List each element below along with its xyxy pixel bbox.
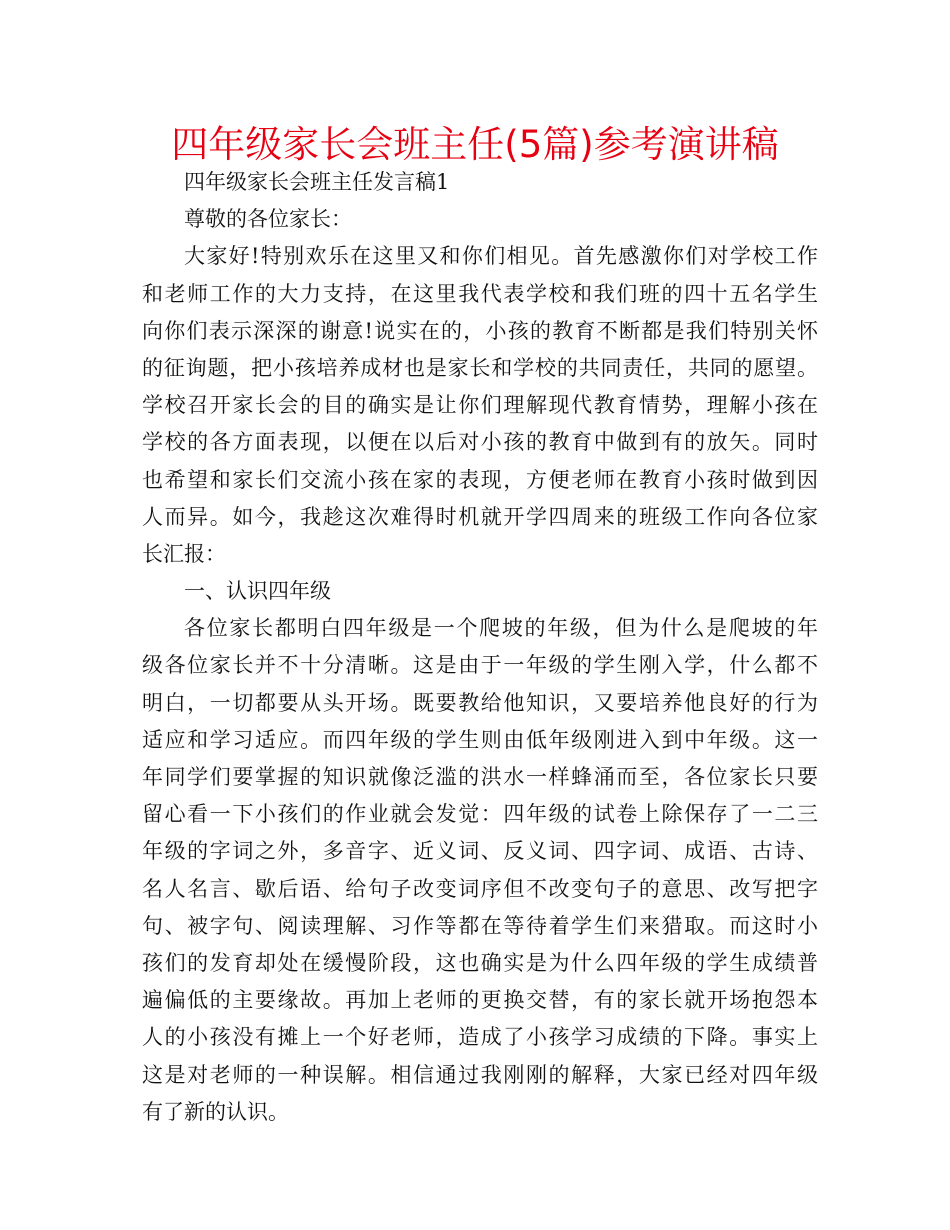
paragraph-line: 明白，一切都要从头开场。既要教给他知识，又要培养他良好的行为 [142, 690, 818, 715]
paragraph-line: 年级的字词之外，多音字、近义词、反义词、四字词、成语、古诗、 [142, 839, 818, 864]
paragraph-line: 学校召开家长会的目的确实是让你们理解现代教育情势，理解小孩在 [142, 393, 818, 418]
document-body [142, 164, 818, 1131]
paragraph-line: 句、被字句、阅读理解、习作等都在等待着学生们来猎取。而这时小 [142, 913, 818, 938]
document-title: 四年级家长会班主任(5篇)参考演讲稿 [171, 123, 779, 166]
paragraph-line: 级各位家长并不十分清晰。这是由于一年级的学生刚入学，什么都不 [142, 653, 818, 678]
paragraph-line: 有了新的认识。 [142, 1099, 289, 1124]
section-heading: 一、认识四年级 [184, 579, 331, 604]
paragraph-line: 的征询题，把小孩培养成材也是家长和学校的共同责任，共同的愿望。 [142, 355, 818, 380]
paragraph-line: 人而异。如今，我趁这次难得时机就开学四周来的班级工作向各位家 [142, 504, 818, 529]
paragraph-line: 各位家长都明白四年级是一个爬坡的年级，但为什么是爬坡的年 [184, 616, 818, 641]
paragraph-line: 年同学们要掌握的知识就像泛滥的洪水一样蜂涌而至，各位家长只要 [142, 765, 818, 789]
paragraph-line: 这是对老师的一种误解。相信通过我刚刚的解释，大家已经对四年级 [142, 1062, 818, 1087]
paragraph-line: 学校的各方面表现，以便在以后对小孩的教育中做到有的放矢。同时 [142, 430, 818, 455]
salutation: 尊敬的各位家长： [184, 207, 352, 232]
paragraph-line: 向你们表示深深的谢意!说实在的，小孩的教育不断都是我们特别关怀 [142, 318, 818, 343]
paragraph-line: 长汇报： [142, 541, 226, 566]
paragraph-line: 孩们的发育却处在缓慢阶段，这也确实是为什么四年级的学生成绩普 [142, 950, 818, 975]
paragraph-line: 适应和学习适应。而四年级的学生则由低年级刚进入到中年级。这一 [142, 727, 818, 752]
paragraph-line: 遍偏低的主要缘故。再加上老师的更换交替，有的家长就开场抱怨本 [142, 988, 818, 1013]
paragraph-line: 和老师工作的大力支持，在这里我代表学校和我们班的四十五名学生 [142, 281, 818, 306]
subheading-speech-1: 四年级家长会班主任发言稿1 [184, 170, 450, 194]
paragraph-line: 名人名言、歇后语、给句子改变词序但不改变句子的意思、改写把字 [142, 876, 818, 901]
paragraph-line: 留心看一下小孩们的作业就会发觉：四年级的试卷上除保存了一二三 [142, 802, 818, 827]
paragraph-line: 大家好!特别欢乐在这里又和你们相见。首先感激你们对学校工作 [184, 244, 818, 269]
paragraph-line: 人的小孩没有摊上一个好老师，造成了小孩学习成绩的下降。事实上 [142, 1025, 818, 1050]
paragraph-line: 也希望和家长们交流小孩在家的表现，方便老师在教育小孩时做到因 [142, 467, 818, 492]
